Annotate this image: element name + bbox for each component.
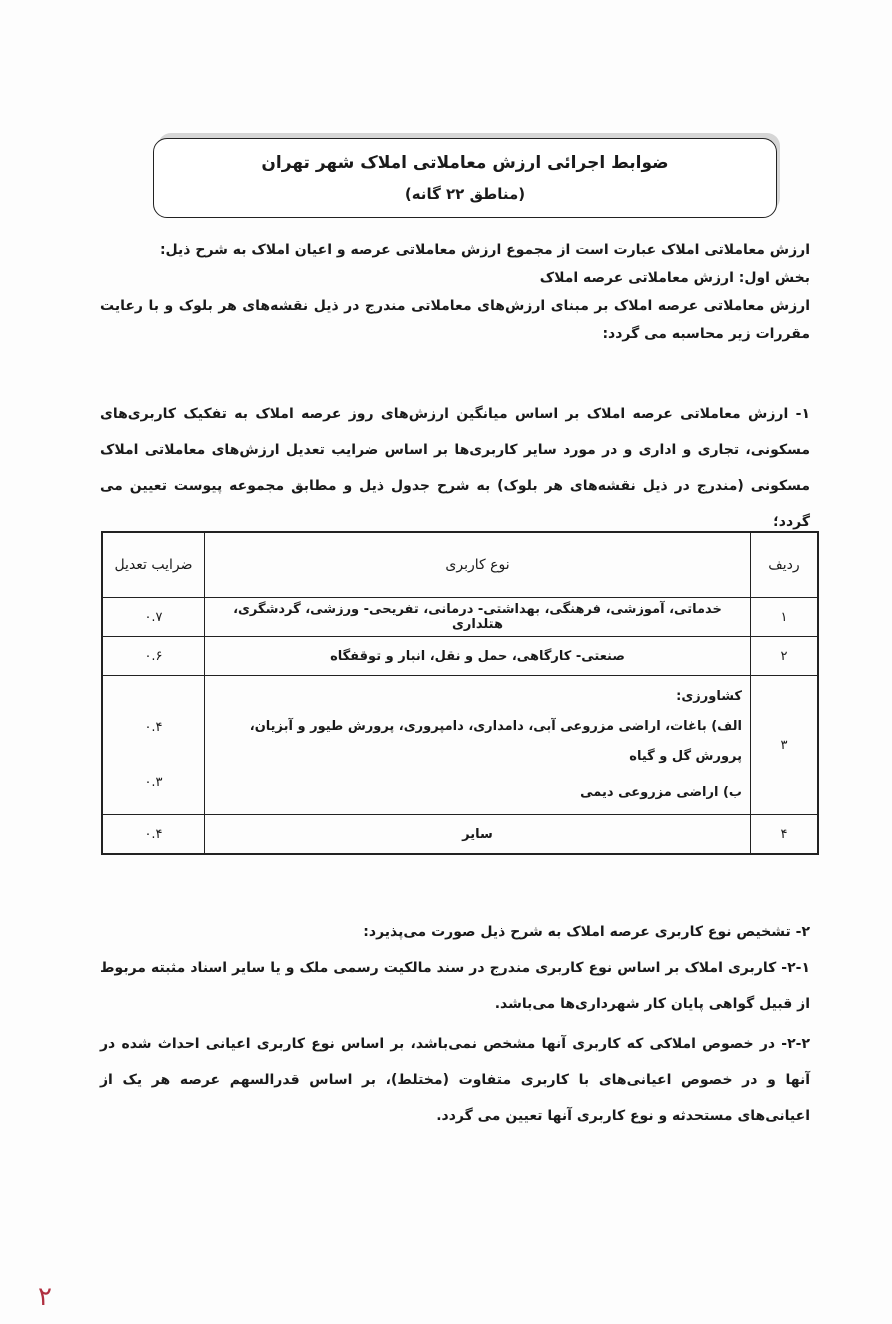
cell-coef: ۰.۶ bbox=[102, 637, 205, 676]
cell-type: خدماتی، آموزشی، فرهنگی، بهداشتی- درمانی، تفریحی- ورزشی، گردشگری، هتلداری bbox=[205, 598, 751, 637]
agriculture-heading: کشاورزی: bbox=[676, 689, 742, 704]
agriculture-a: الف) باغات، اراضی مزروعی آبی، دامداری، دامپروری، پرورش طیور و آبزیان، پرورش گل و گیاه bbox=[249, 719, 742, 764]
handwritten-page-number: ۲ bbox=[38, 1282, 52, 1312]
cell-type: صنعتی- کارگاهی، حمل و نقل، انبار و توقفگاه bbox=[205, 637, 751, 676]
header-radif: ردیف bbox=[751, 532, 819, 598]
table-header-row bbox=[102, 532, 818, 598]
document-title: ضوابط اجرائی ارزش معاملاتی املاک شهر تهران bbox=[261, 153, 669, 173]
item-2-1-paragraph: ۲-۱- کاربری املاک بر اساس نوع کاربری مندرج در سند مالکیت رسمی ملک و یا سایر اسناد مثبته مربوط از قبیل گواهی پایان کار شهرداری‌ها می‌باشد. bbox=[100, 960, 810, 1012]
item-2-2-paragraph: ۲-۲- در خصوص املاکی که کاربری آنها مشخص نمی‌باشد، بر اساس نوع کاربری اعیانی احداث شده در آنها و در خصوص اعیانی‌های با کاربری متفاوت (مختلط)، بر اساس قدرالسهم عرصه هر یک از اعیانی‌های مستحدثه و نوع کاربری آنها تعیین می گردد. bbox=[100, 1036, 810, 1124]
section-2 bbox=[100, 914, 810, 1134]
title-box bbox=[153, 138, 777, 218]
header-coef: ضرایب تعدیل bbox=[102, 532, 205, 598]
coef-b: ۰.۳ bbox=[144, 775, 163, 790]
cell-radif: ۴ bbox=[751, 815, 819, 855]
coef-a: ۰.۴ bbox=[144, 720, 163, 735]
cell-coef: ۰.۷ bbox=[102, 598, 205, 637]
section-heading: بخش اول: ارزش معاملاتی عرصه املاک bbox=[539, 270, 810, 286]
item-2-paragraph: ۲- تشخیص نوع کاربری عرصه املاک به شرح ذیل صورت می‌پذیرد: bbox=[363, 924, 810, 940]
definition-paragraph: ارزش معاملاتی املاک عبارت است از مجموع ارزش معاملاتی عرصه و اعیان املاک به شرح ذیل: bbox=[159, 242, 810, 258]
cell-type: سایر bbox=[205, 815, 751, 855]
table-row bbox=[102, 637, 818, 676]
section-paragraph: ارزش معاملاتی عرصه املاک بر مبنای ارزش‌های معاملاتی مندرج در ذیل نقشه‌های هر بلوک و با رعایت مقررات زیر محاسبه می گردد: bbox=[100, 298, 810, 342]
table-row bbox=[102, 815, 818, 855]
header-type: نوع کاربری bbox=[205, 532, 751, 598]
cell-radif: ۳ bbox=[751, 676, 819, 815]
table-row bbox=[102, 676, 818, 815]
cell-radif: ۱ bbox=[751, 598, 819, 637]
cell-type bbox=[205, 676, 751, 815]
intro-block bbox=[100, 236, 810, 348]
land-use-coefficient-table bbox=[101, 531, 819, 855]
item-1-paragraph: ۱- ارزش معاملاتی عرصه املاک بر اساس میانگین ارزش‌های روز عرصه املاک به تفکیک کاربری‌های مسکونی، تجاری و اداری و در مورد سایر کاربری‌ها بر اساس ضرایب تعدیل ارزش‌های معاملاتی املاک مسکونی (مندرج در ذیل نقشه‌های هر بلوک) به شرح جدول ذیل و مطابق مجموعه پیوست تعیین می گردد؛ bbox=[100, 406, 810, 530]
cell-coef: ۰.۴ bbox=[102, 815, 205, 855]
agriculture-b: ب) اراضی مزروعی دیمی bbox=[580, 785, 742, 800]
table-row bbox=[102, 598, 818, 637]
cell-radif: ۲ bbox=[751, 637, 819, 676]
document-subtitle: (مناطق ۲۲ گانه) bbox=[404, 185, 526, 203]
cell-coef bbox=[102, 676, 205, 815]
